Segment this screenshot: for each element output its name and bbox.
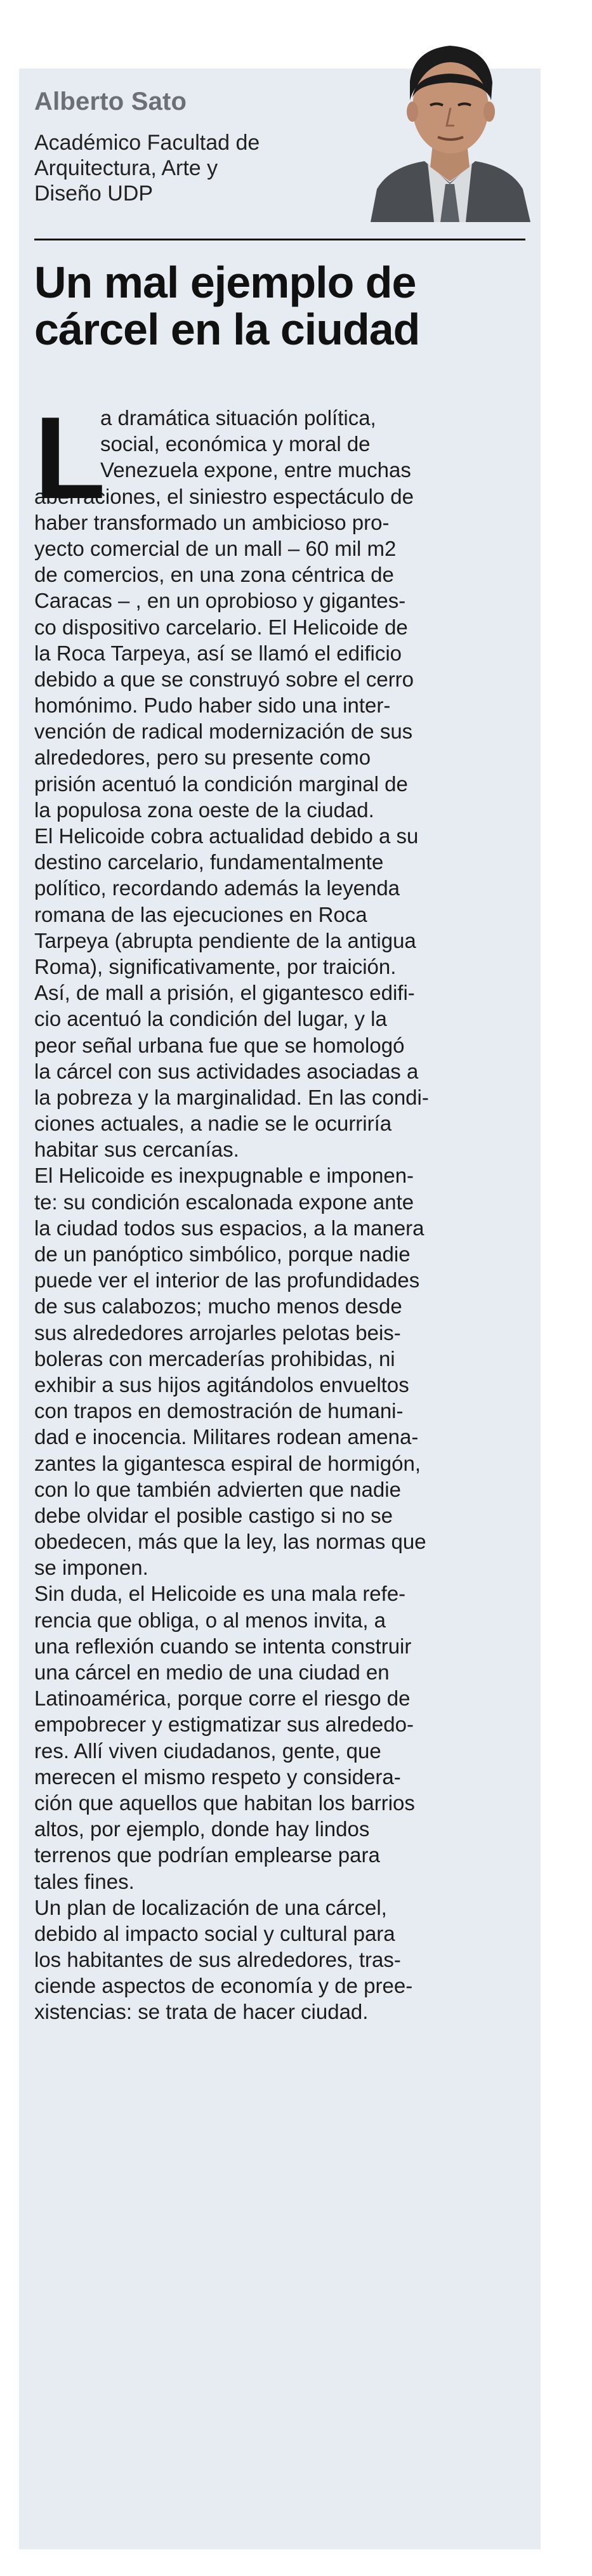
article-body-line: xistencias: se trata de hacer ciudad. <box>34 2000 369 2024</box>
article-body-line: Caracas – , en un oprobioso y gigantes- <box>34 589 406 613</box>
article-body-line: Latinoamérica, porque corre el riesgo de <box>34 1686 411 1711</box>
article-body-line: puede ver el interior de las profundidades <box>34 1268 420 1292</box>
article-body-line: una cárcel en medio de una ciudad en <box>34 1660 390 1684</box>
article-body-line: con lo que también advierten que nadie <box>34 1477 401 1501</box>
article-body-line: vención de radical modernización de sus <box>34 720 413 744</box>
author-role-line: Diseño UDP <box>34 181 154 206</box>
article-body-line: Tarpeya (abrupta pendiente de la antigua <box>34 928 416 952</box>
header-divider <box>34 239 525 240</box>
article-body-line: peor señal urbana fue que se homologó <box>34 1033 405 1057</box>
article-body-line: ciende aspectos de economía y de pree- <box>34 1974 413 1998</box>
article-body-line: la cárcel con sus actividades asociadas a <box>34 1059 419 1083</box>
article-body-line: co dispositivo carcelario. El Helicoide de <box>34 615 408 639</box>
article-body-line: homónimo. Pudo haber sido una inter- <box>34 693 391 718</box>
author-block <box>34 88 339 206</box>
article-body-line: obedecen, más que la ley, las normas que <box>34 1530 426 1554</box>
article-body-line: El Helicoide es inexpugnable e imponen- <box>34 1164 414 1188</box>
article-body-line: dad e inocencia. Militares rodean amena- <box>34 1425 419 1449</box>
article-body-line: la ciudad todos sus espacios, a la manera <box>34 1216 424 1240</box>
article-body-line: zantes la gigantesca espiral de hormigón, <box>34 1451 421 1475</box>
author-role-line: Arquitectura, Arte y <box>34 156 218 180</box>
article-body-line: empobrecer y estigmatizar sus alrededo- <box>34 1712 414 1737</box>
article-body-line: de sus calabozos; mucho menos desde <box>34 1294 402 1318</box>
article-body-line: prisión acentuó la condición marginal de <box>34 772 408 796</box>
article-body-line: El Helicoide cobra actualidad debido a su <box>34 824 419 848</box>
article-body-line: merecen el mismo respeto y considera- <box>34 1764 401 1789</box>
article-title-line: cárcel en la ciudad <box>34 305 420 354</box>
article-body-line: social, económica y moral de <box>100 432 371 456</box>
article-body-line: una reflexión cuando se intenta construir <box>34 1634 412 1658</box>
article-title <box>34 259 529 353</box>
article-body-line: sus alrededores arrojarles pelotas beis- <box>34 1320 401 1344</box>
author-role <box>34 130 339 206</box>
article-body-line: debido al impacto social y cultural para <box>34 1921 395 1945</box>
article-body-line: Roma), significativamente, por traición. <box>34 954 397 978</box>
article-body-line: yecto comercial de un mall – 60 mil m2 <box>34 536 397 560</box>
article-body-line: te: su condición escalonada expone ante <box>34 1190 414 1214</box>
article-body-line: alrededores, pero su presente como <box>34 746 371 770</box>
article-body-line: la populosa zona oeste de la ciudad. <box>34 798 374 822</box>
opinion-column <box>19 69 541 2549</box>
article-body-line: la Roca Tarpeya, así se llamó el edificio <box>34 641 402 665</box>
article-body-line: Un plan de localización de una cárcel, <box>34 1895 387 1919</box>
article-body-line: cio acentuó la condición del lugar, y la <box>34 1007 387 1031</box>
author-portrait-icon <box>364 37 536 222</box>
article-body-line: Venezuela expone, entre muchas <box>100 458 411 482</box>
article-body-line: político, recordando además la leyenda <box>34 876 400 900</box>
article-body <box>34 392 529 2025</box>
article-body-line: a dramática situación política, <box>100 406 376 430</box>
article-body-line: tales fines. <box>34 1869 135 1893</box>
author-name: Alberto Sato <box>34 88 187 115</box>
article-body-line: Así, de mall a prisión, el gigantesco edifi- <box>34 981 415 1005</box>
article-body-line: destino carcelario, fundamentalmente <box>34 850 384 874</box>
article-body-line: los habitantes de sus alrededores, tras- <box>34 1948 401 1972</box>
article-body-line: con trapos en demostración de humani- <box>34 1399 404 1423</box>
article-body-line: la pobreza y la marginalidad. En las condi- <box>34 1085 429 1109</box>
article-body-line: res. Allí viven ciudadanos, gente, que <box>34 1738 381 1763</box>
article-body-line: altos, por ejemplo, donde hay lindos <box>34 1817 370 1841</box>
article-body-line: se imponen. <box>34 1556 148 1580</box>
article-body-line: romana de las ejecuciones en Roca <box>34 902 367 926</box>
article-body-line: rencia que obliga, o al menos invita, a <box>34 1608 386 1632</box>
article-body-line: debido a que se construyó sobre el cerro <box>34 667 414 691</box>
article-body-line: exhibir a sus hijos agitándolos envueltos <box>34 1372 409 1396</box>
article-title-line: Un mal ejemplo de <box>34 258 416 307</box>
article-body-line: de comercios, en una zona céntrica de <box>34 563 394 587</box>
article-body-line: boleras con mercaderías prohibidas, ni <box>34 1346 395 1370</box>
article-body-line: terrenos que podrían emplearse para <box>34 1843 380 1867</box>
article-body-line: Sin duda, el Helicoide es una mala refe- <box>34 1582 406 1606</box>
article-body-line: habitar sus cercanías. <box>34 1138 239 1162</box>
author-role-line: Académico Facultad de <box>34 131 260 155</box>
drop-cap: L <box>34 392 106 523</box>
article-body-line: debe olvidar el posible castigo si no se <box>34 1503 393 1527</box>
article-body-line: ciones actuales, a nadie se le ocurriría <box>34 1112 392 1136</box>
article-body-line: haber transformado un ambicioso pro- <box>34 510 390 534</box>
article-body-line: de un panóptico simbólico, porque nadie <box>34 1242 411 1266</box>
article-body-line: aberraciones, el siniestro espectáculo de <box>34 484 414 508</box>
article-body-line: ción que aquellos que habitan los barrios <box>34 1791 415 1815</box>
